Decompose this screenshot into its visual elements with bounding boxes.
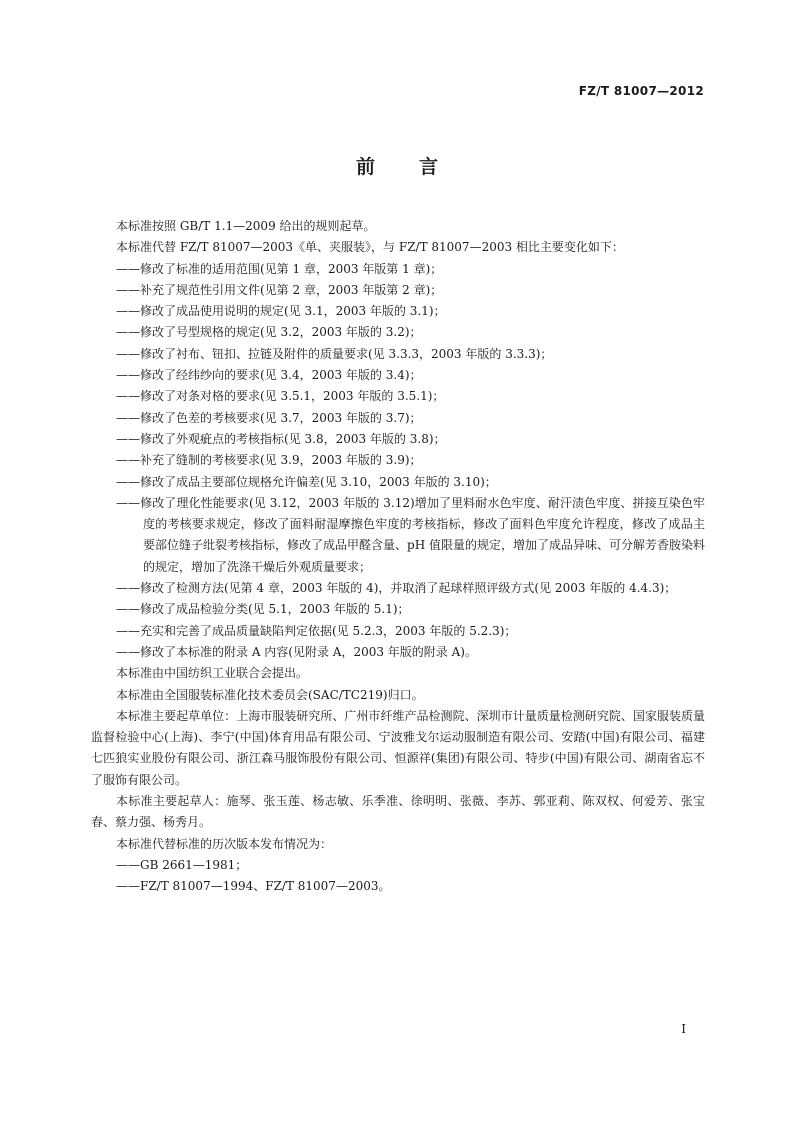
change-list-item: ——GB 2661—1981； — [116, 857, 248, 872]
change-list-item: ——修改了理化性能要求(见 3.12，2003 年版的 3.12)增加了里料耐水色牢度、耐汗渍色牢度、拼接互染色牢度的考核要求规定，修改了面料耐湿摩擦色牢度的考核指标，修改了面料色牢度允许程度，修改了成品主要部位缝子纰裂考核指标，修改了成品甲醛含量、pH 值限量的规定，增加了成品异味、可分解芳香胺染料的规定，增加了洗涤干燥后外观质量要求； — [116, 495, 705, 574]
change-list-item: ——修改了标准的适用范围(见第 1 章，2003 年版第 1 章)； — [116, 261, 443, 276]
paragraph: 本标准主要起草单位：上海市服装研究所、广州市纤维产品检测院、深圳市计量质量检测研究院、国家服装质量监督检验中心(上海)、李宁(中国)体育用品有限公司、宁波雅戈尔运动服制造有限公司、安踏(中国)有限公司、福建七匹狼实业股份有限公司、浙江森马服饰股份有限公司、恒源祥(集团)有限公司、特步(中国)有限公司、湖南省忘不了服饰有限公司。 — [91, 708, 705, 787]
paragraph: 本标准由中国纺织工业联合会提出。 — [116, 666, 309, 681]
change-list-item: ——修改了检测方法(见第 4 章，2003 年版的 4)，并取消了起球样照评级方式(见 2003 年版的 4.4.3)； — [116, 581, 677, 596]
change-list-item: ——修改了经纬纱向的要求(见 3.4，2003 年版的 3.4)； — [116, 368, 422, 383]
change-list-item: ——修改了本标准的附录 A 内容(见附录 A，2003 年版的附录 A)。 — [116, 644, 477, 659]
paragraph: 本标准代替标准的历次版本发布情况为： — [116, 836, 333, 851]
change-list-item: ——修改了外观疵点的考核指标(见 3.8，2003 年版的 3.8)； — [116, 431, 446, 446]
paragraph: 本标准主要起草人：施琴、张玉莲、杨志敏、乐季准、徐明明、张薇、李苏、郭亚莉、陈双权、何爱芳、张宝春、蔡力强、杨秀月。 — [91, 794, 705, 830]
change-list-item: ——修改了对条对格的要求(见 3.5.1，2003 年版的 3.5.1)； — [116, 389, 445, 404]
paragraph: 本标准代替 FZ/T 81007—2003《单、夹服装》，与 FZ/T 81007—2003 相比主要变化如下： — [116, 240, 624, 255]
page-number: I — [681, 1022, 686, 1036]
change-list-item: ——充实和完善了成品质量缺陷判定依据(见 5.2.3，2003 年版的 5.2.3)； — [116, 623, 517, 638]
change-list-item: ——修改了号型规格的规定(见 3.2，2003 年版的 3.2)； — [116, 325, 422, 340]
change-list-item: ——修改了成品使用说明的规定(见 3.1，2003 年版的 3.1)； — [116, 304, 446, 319]
change-list-item: ——补充了缝制的考核要求(见 3.9，2003 年版的 3.9)； — [116, 453, 422, 468]
document-body — [91, 216, 705, 898]
change-list-item: ——修改了成品检验分类(见 5.1，2003 年版的 5.1)； — [116, 602, 410, 617]
change-list-item: ——修改了色差的考核要求(见 3.7，2003 年版的 3.7)； — [116, 410, 422, 425]
change-list-item: ——修改了衬布、钮扣、拉链及附件的质量要求(见 3.3.3，2003 年版的 3.3.3)； — [116, 346, 553, 361]
standard-code: FZ/T 81007—2012 — [578, 84, 704, 98]
change-list-item: ——FZ/T 81007—1994、FZ/T 81007—2003。 — [116, 879, 391, 894]
page-title: 前言 — [355, 156, 482, 178]
change-list-item: ——补充了规范性引用文件(见第 2 章，2003 年版第 2 章)； — [116, 282, 443, 297]
paragraph: 本标准按照 GB/T 1.1—2009 给出的规则起草。 — [116, 219, 376, 233]
change-list-item: ——修改了成品主要部位规格允许偏差(见 3.10，2003 年版的 3.10)； — [116, 474, 497, 489]
paragraph: 本标准由全国服装标准化技术委员会(SAC/TC219)归口。 — [116, 687, 424, 702]
